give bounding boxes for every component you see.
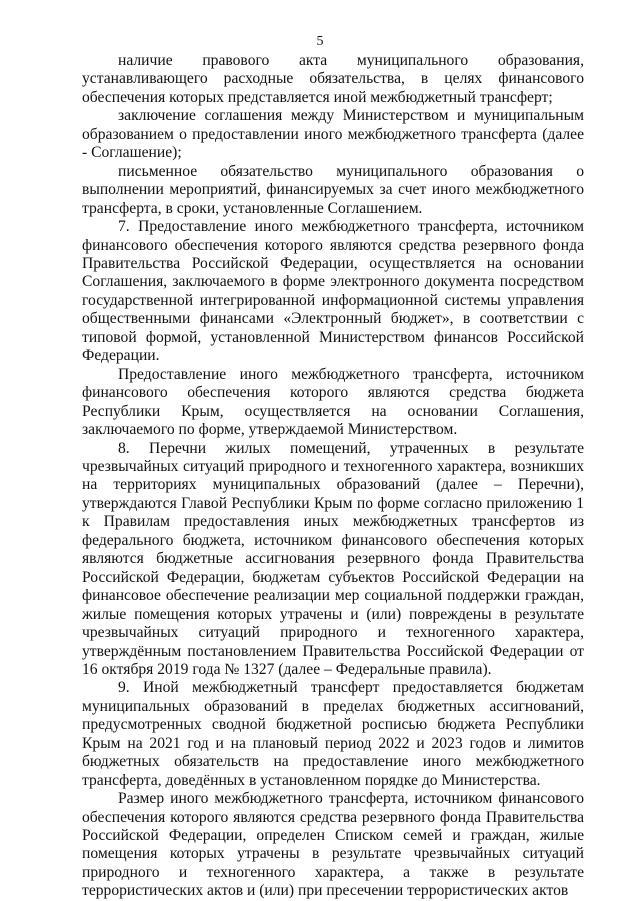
paragraph-legal-act-condition: наличие правового акта муниципального образования, устанавливающего расходные обязательства, в целях финансового обеспечения которых представляется иной межбюджетный трансферт;	[82, 52, 584, 106]
page-number: 5	[316, 34, 324, 49]
paragraph-transfer-amount: Размер иного межбюджетного трансферта, источником финансового обеспечения которого являются средства резервного фонда Правительства Российской Федерации, определен Списком семей и граждан, жилые помещения которых утрачены в результате чрезвычайных ситуаций природного и техногенного характера, а также в результате террористических актов и (или) при пресечении террористических актов	[82, 790, 584, 900]
paragraph-item-8: 8. Перечни жилых помещений, утраченных в результате чрезвычайных ситуаций природного и техногенного характера, возникших на территориях муниципальных образований (далее – Перечни), утверждаются Главой Республики Крым по форме согласно приложению 1 к Правилам предоставления иных межбюджетных трансфертов из федерального бюджета, источником финансового обеспечения которых являются бюджетные ассигнования резервного фонда Правительства Российской Федерации, бюджетам субъектов Российской Федерации на финансовое обеспечение реализации мер социальной поддержки граждан, жилые помещения которых утрачены и (или) повреждены в результате чрезвычайных ситуаций природного и техногенного характера, утверждённым постановлением Правительства Российской Федерации от 16 октября 2019 года № 1327 (далее – Федеральные правила).	[82, 439, 584, 678]
paragraph-crimea-budget-provision: Предоставление иного межбюджетного трансферта, источником финансового обеспечения которого являются средства бюджета Республики Крым, осуществляется на основании Соглашения, заключаемого по форме, утверждаемой Министерством.	[82, 365, 584, 439]
paragraph-item-7: 7. Предоставление иного межбюджетного трансферта, источником финансового обеспечения которого являются средства резервного фонда Правительства Российской Федерации, осуществляется на основании Соглашения, заключаемого в форме электронного документа посредством государственной интегрированной информационной системы управления общественными финансами «Электронный бюджет», в соответствии с типовой формой, установленной Министерством финансов Российской Федерации.	[82, 218, 584, 365]
paragraph-agreement-condition: заключение соглашения между Министерством и муниципальным образованием о предоставлении иного межбюджетного трансферта (далее - Соглашение);	[82, 107, 584, 162]
document-body	[82, 52, 584, 901]
paragraph-item-9: 9. Иной межбюджетный трансферт предоставляется бюджетам муниципальных образований в пределах бюджетных ассигнований, предусмотренных сводной бюджетной росписью бюджета Республики Крым на 2021 год и на плановый период 2022 и 2023 годов и лимитов бюджетных обязательств на предоставление иного межбюджетного трансферта, доведённых в установленном порядке до Министерства.	[82, 679, 584, 789]
paragraph-written-obligation: письменное обязательство муниципального образования о выполнении мероприятий, финансируемых за счет иного межбюджетного трансферта, в сроки, установленные Соглашением.	[82, 162, 584, 217]
